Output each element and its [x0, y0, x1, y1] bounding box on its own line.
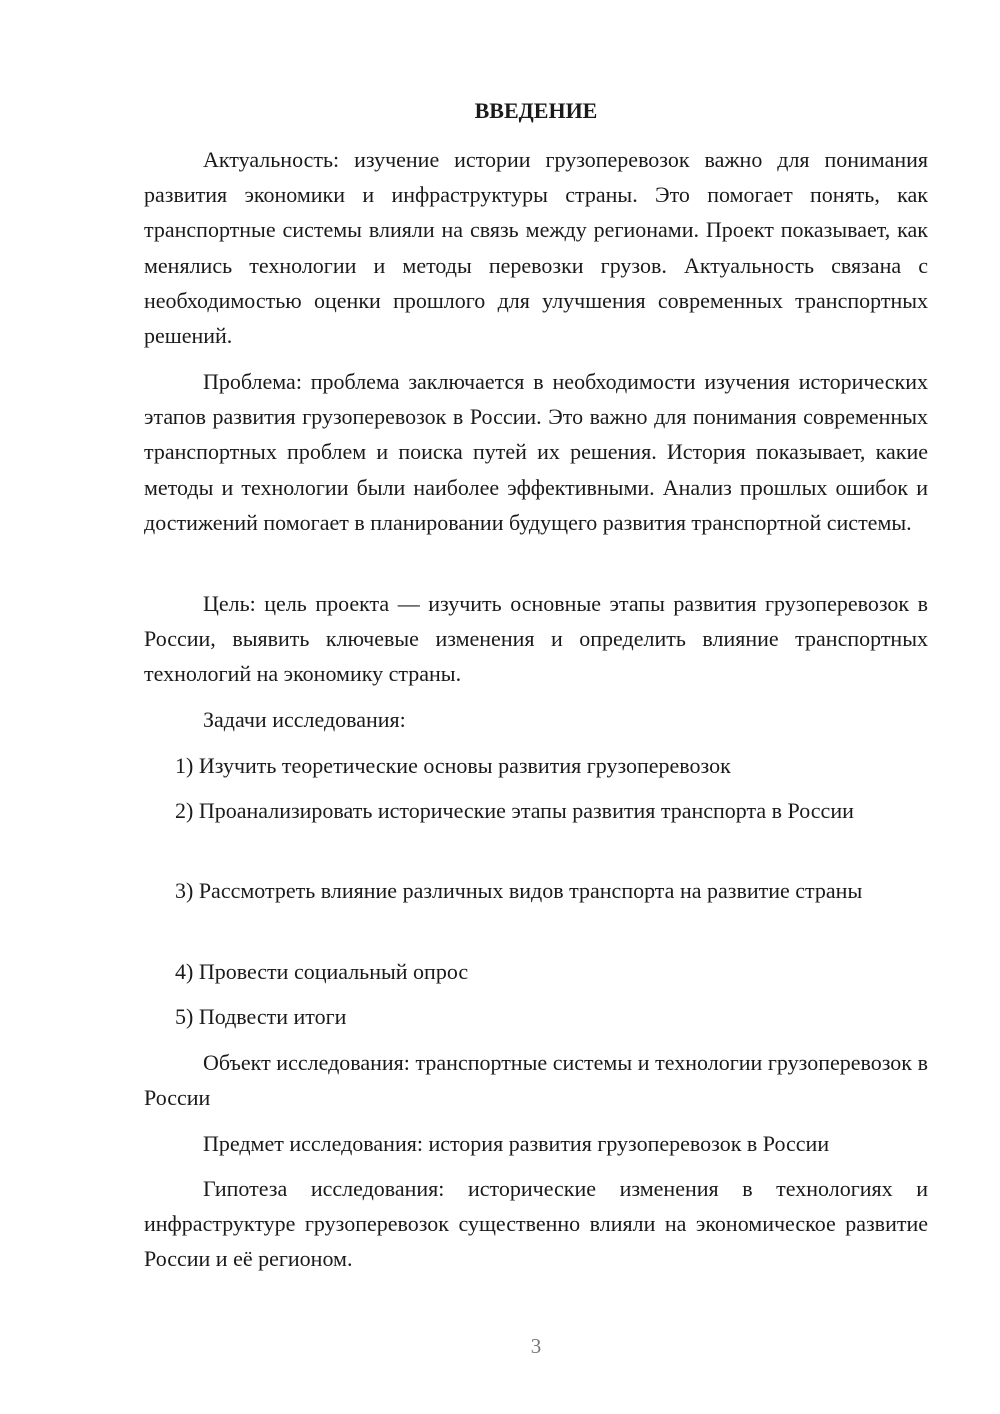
section-heading: ВВЕДЕНИЕ	[474, 98, 598, 123]
page-number: 3	[530, 1334, 542, 1358]
task-item-1: 1) Изучить теоретические основы развития грузоперевозок	[175, 753, 731, 778]
task-item-4: 4) Провести социальный опрос	[175, 959, 469, 984]
task-item-2: 2) Проанализировать исторические этапы развития транспорта в России	[175, 798, 854, 823]
task-item-5: 5) Подвести итоги	[175, 1004, 347, 1029]
hypothesis-paragraph: Гипотеза исследования: исторические изменения в технологиях и инфраструктуре грузоперевозок существенно влияли на экономическое развитие России и её регионом.	[144, 1176, 928, 1272]
relevance-paragraph: Актуальность: изучение истории грузоперевозок важно для понимания развития экономики и инфраструктуры страны. Это помогает понять, как транспортные системы влияли на связь между регионами. Проект показывает, как менялись технологии и методы перевозки грузов. Актуальность связана с необходимостью оценки прошлого для улучшения современных транспортных решений.	[144, 147, 928, 349]
problem-paragraph: Проблема: проблема заключается в необходимости изучения исторических этапов развития грузоперевозок в России. Это важно для понимания современных транспортных проблем и поиска путей их решения. История показывает, какие методы и технологии были наиболее эффективными. Анализ прошлых ошибок и достижений помогает в планировании будущего развития транспортной системы.	[144, 369, 928, 535]
goal-paragraph: Цель: цель проекта — изучить основные этапы развития грузоперевозок в России, выявить ключевые изменения и определить влияние транспортных технологий на экономику страны.	[144, 591, 928, 687]
task-item-3: 3) Рассмотреть влияние различных видов транспорта на развитие страны	[175, 878, 863, 903]
tasks-title: Задачи исследования:	[203, 707, 406, 732]
object-paragraph: Объект исследования: транспортные системы и технологии грузоперевозок в России	[144, 1050, 928, 1111]
subject-paragraph: Предмет исследования: история развития грузоперевозок в России	[203, 1131, 830, 1156]
